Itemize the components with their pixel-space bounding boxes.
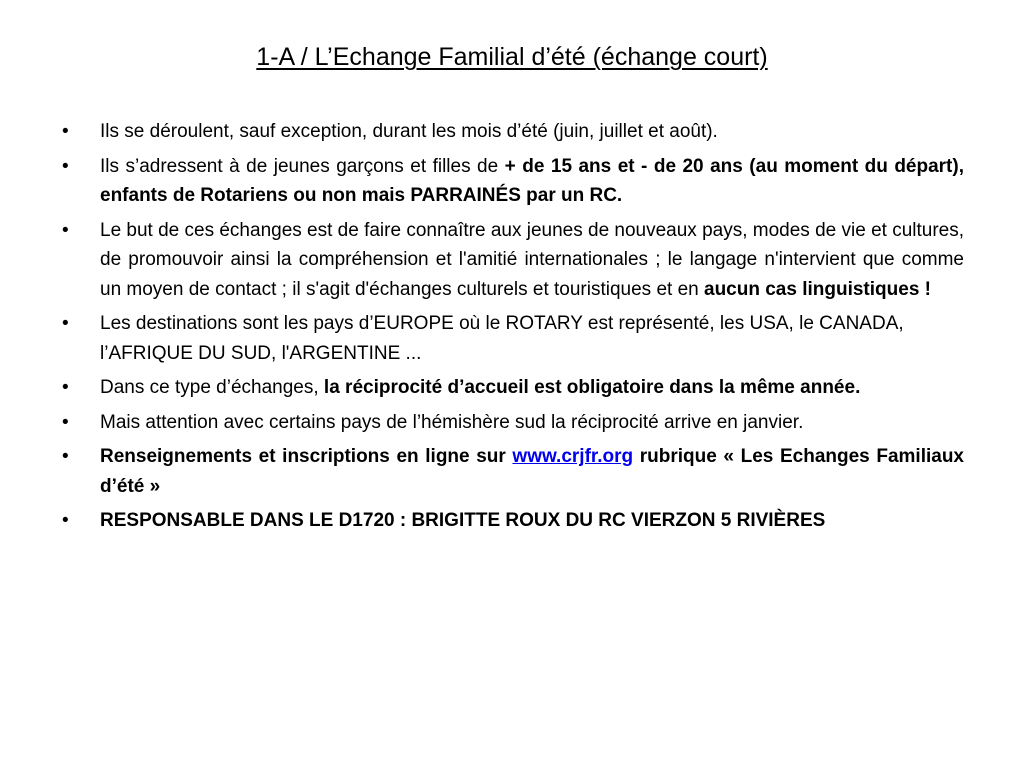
bullet-reciprocity — [62, 373, 964, 403]
bullet-reciprocity-text: Dans ce type d’échanges, — [100, 377, 324, 398]
bullet-registration-text: Renseignements et inscriptions en ligne sur — [100, 446, 513, 467]
slide-title — [0, 40, 1024, 74]
bullet-dates-text: Ils se déroulent, sauf exception, durant les mois d’été (juin, juillet et août). — [100, 121, 718, 142]
bullet-purpose-bold: aucun cas linguistiques ! — [704, 278, 931, 300]
bullet-list — [62, 117, 964, 541]
bullet-dates — [62, 117, 964, 147]
bullet-southern-hemisphere-text: Mais attention avec certains pays de l’hémishère sud la réciprocité arrive en janvier. — [100, 411, 804, 433]
bullet-reciprocity-bold: la réciprocité d’accueil est obligatoire dans la même année. — [323, 377, 861, 398]
bullet-southern-hemisphere — [62, 408, 964, 438]
crjfr-link[interactable]: www.crjfr.org — [512, 446, 634, 467]
bullet-audience — [62, 152, 964, 211]
bullet-destinations-text: Les destinations sont les pays d’EUROPE où le ROTARY est représenté, les USA, le CANADA, l’AFRIQUE DU SUD, l'ARGENTINE ... — [100, 313, 904, 364]
bullet-responsible-text: RESPONSABLE DANS LE D1720 : BRIGITTE ROUX DU RC VIERZON 5 RIVIÈRES — [100, 510, 826, 531]
bullet-purpose-text: Le but de ces échanges est de faire connaître aux jeunes de nouveaux pays, modes de vie et cultures, de promouvoir ainsi la compréhension et l'amitié internationales ; le langage n'intervient que comme un moyen de contact ; il s'agit d'échanges culturels et touristiques et en — [100, 219, 964, 300]
bullet-audience-text: Ils s’adressent à de jeunes garçons et filles de — [100, 155, 505, 177]
bullet-registration — [62, 442, 964, 501]
bullet-responsible — [62, 506, 964, 536]
bullet-destinations — [62, 309, 964, 368]
bullet-registration-rubric: rubrique « Les Echanges Familiaux d’été » — [100, 446, 964, 497]
bullet-purpose — [62, 216, 964, 305]
slide-title-text: 1-A / L’Echange Familial d’été (échange court) — [256, 43, 768, 71]
bullet-audience-bold: + de 15 ans et - de 20 ans (au moment du départ), enfants de Rotariens ou non mais PARRAINÉS par un RC. — [100, 155, 964, 206]
